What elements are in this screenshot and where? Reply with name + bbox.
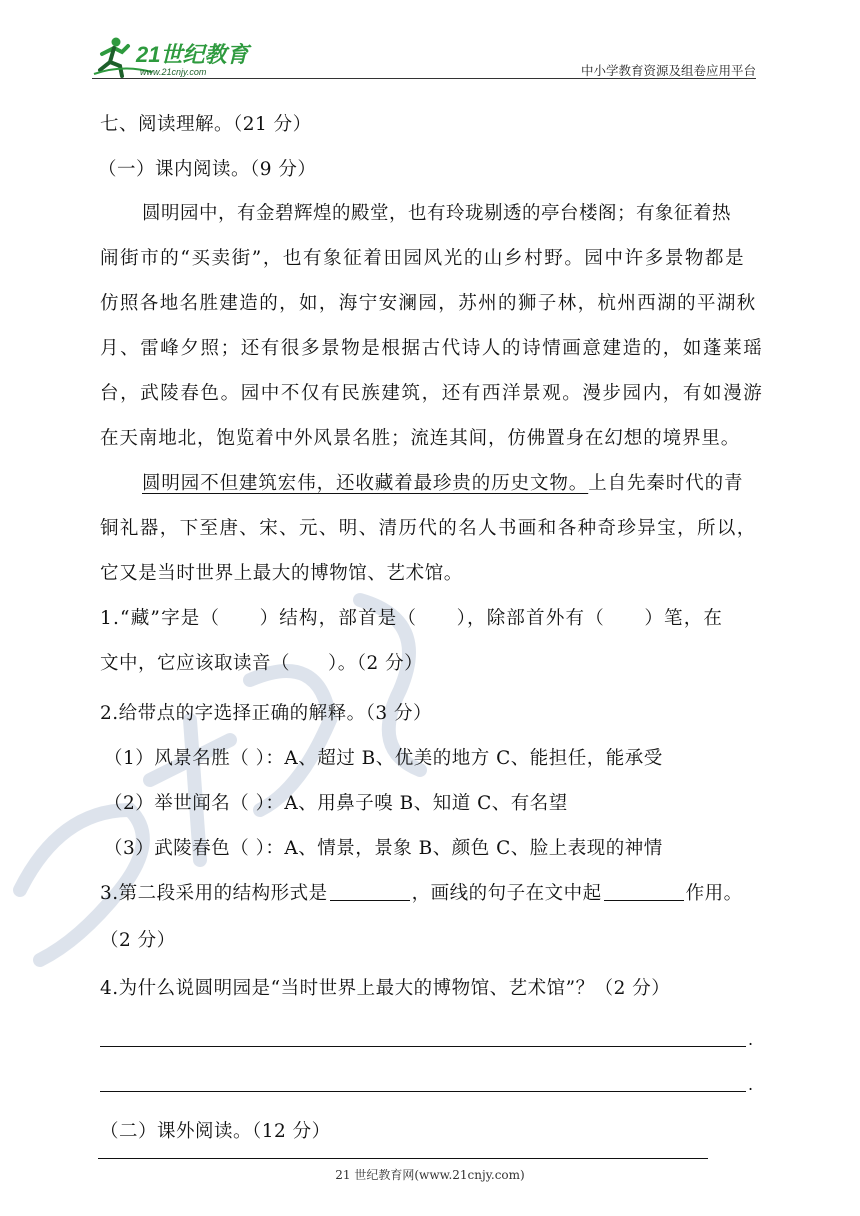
para1-line-6: 在天南地北，饱览着中外风景名胜；流连其间，仿佛置身在幻想的境界里。 <box>100 428 741 449</box>
para2-line-3: 它又是当时世界上最大的博物馆、艺术馆。 <box>100 563 463 584</box>
question-2-item-1: （1）风景名胜（ ）：A、超过 B、优美的地方 C、能担任，能承受 <box>104 748 663 769</box>
header-platform-text: 中小学教育资源及组卷应用平台 <box>580 63 756 78</box>
answer-line-1[interactable] <box>100 1046 746 1047</box>
section-title: 七、阅读理解。（21 分） <box>100 114 312 135</box>
para1-line-3: 仿照各地名胜建造的，如，海宁安澜园，苏州的狮子林，杭州西湖的平湖秋 <box>100 293 757 314</box>
para1-line-1: 圆明园中，有金碧辉煌的殿堂，也有玲珑剔透的亭台楼阁；有象征着热 <box>142 203 732 224</box>
logo-text: 21世纪教育 <box>136 42 249 67</box>
underlined-sentence: 圆明园不但建筑宏伟，还收藏着最珍贵的历史文物。 <box>142 473 589 494</box>
answer-line-2[interactable] <box>100 1091 746 1092</box>
question-2-item-3: （3）武陵春色（ ）：A、情景，景象 B、颜色 C、脸上表现的神情 <box>104 838 663 859</box>
para2-line-1-rest: 上自先秦时代的青 <box>588 473 744 494</box>
question-1-line-2: 文中，它应该取读音（ ）。（2 分） <box>100 653 424 674</box>
para1-line-5: 台，武陵春色。园中不仅有民族建筑，还有西洋景观。漫步园内，有如漫游 <box>100 383 764 404</box>
question-4: 4.为什么说圆明园是“当时世界上最大的博物馆、艺术馆”？（2 分） <box>100 978 671 999</box>
question-3 <box>100 879 743 905</box>
logo-url: www.21cnjy.com <box>140 67 207 77</box>
question-3-text-a: 3.第二段采用的结构形式是 <box>100 883 328 904</box>
question-3-score: （2 分） <box>100 930 176 951</box>
para1-line-2: 闹街市的“买卖街”，也有象征着田园风光的山乡村野。园中许多景物都是 <box>100 248 746 269</box>
logo <box>92 34 262 80</box>
footer-text: 21 世纪教育网(www.21cnjy.com) <box>335 1168 525 1182</box>
part2-title: （二）课外阅读。（12 分） <box>100 1121 331 1142</box>
footer-divider <box>98 1158 708 1159</box>
para2-line-1 <box>142 469 743 495</box>
answer-line-2-end: . <box>748 1075 754 1094</box>
para2-line-2: 铜礼器，下至唐、宋、元、明、清历代的名人书画和各种奇珍异宝，所以， <box>100 518 757 539</box>
part1-title: （一）课内阅读。（9 分） <box>98 159 317 180</box>
question-2-title: 2.给带点的字选择正确的解释。（3 分） <box>100 703 433 724</box>
question-3-text-c: 作用。 <box>685 883 743 904</box>
answer-line-1-end: . <box>748 1030 754 1049</box>
header-divider <box>92 78 756 79</box>
para1-line-4: 月、雷峰夕照；还有很多景物是根据古代诗人的诗情画意建造的，如蓬莱瑶 <box>100 338 764 359</box>
question-3-blank-2[interactable] <box>604 882 684 901</box>
question-3-blank-1[interactable] <box>330 882 410 901</box>
question-3-text-b: ，画线的句子在文中起 <box>411 883 602 904</box>
question-2-item-2: （2）举世闻名（ ）：A、用鼻子嗅 B、知道 C、有名望 <box>104 793 568 814</box>
question-1-line-1: 1.“藏”字是（ ）结构，部首是（ ），除部首外有（ ）笔，在 <box>100 608 724 629</box>
